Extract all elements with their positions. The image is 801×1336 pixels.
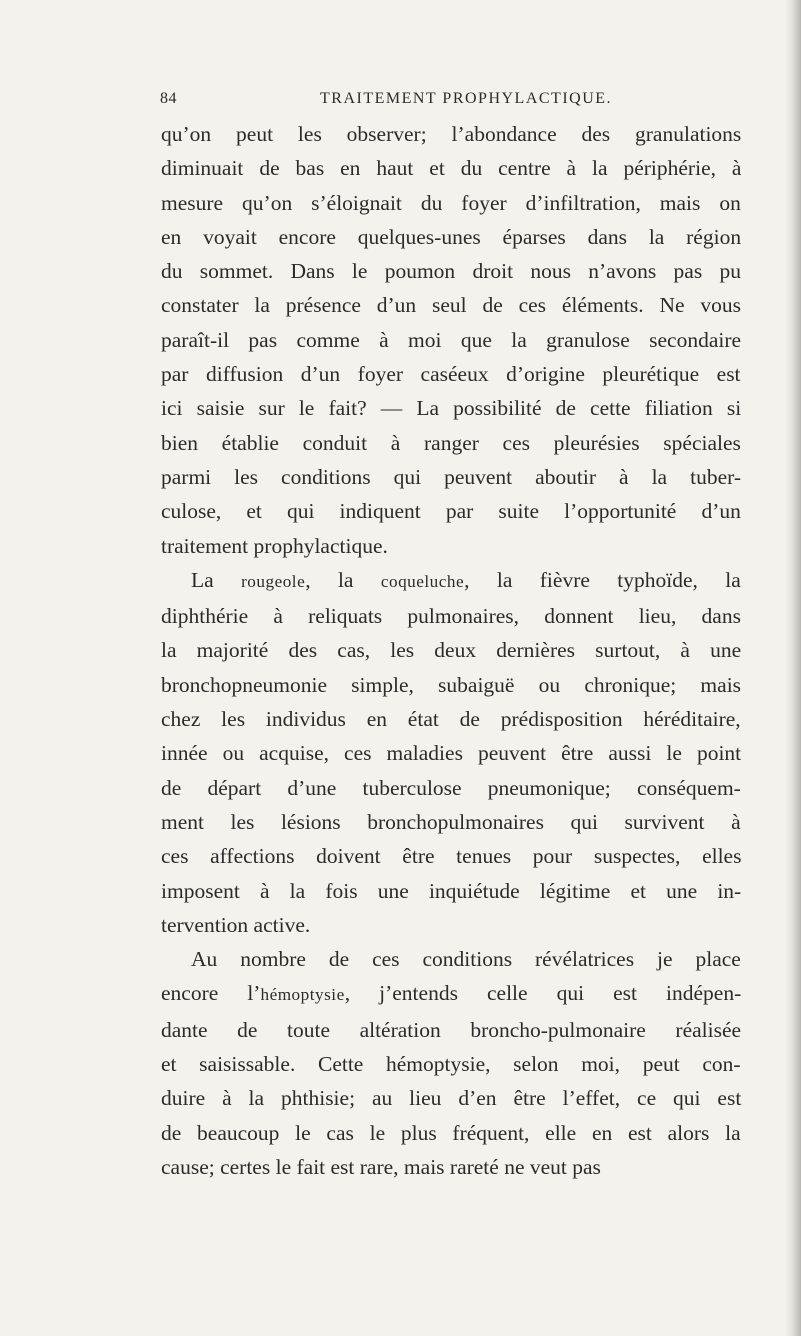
text-line: du sommet. Dans le poumon droit nous n’avons pas pu xyxy=(161,259,741,284)
body-text xyxy=(161,117,741,1184)
text-line: parmi les conditions qui peuvent aboutir à la tuber- xyxy=(161,464,742,489)
text-line: et saisissable. Cette hémoptysie, selon moi, peut con- xyxy=(161,1052,741,1077)
text-segment: , la xyxy=(305,567,381,592)
text-line: en voyait encore quelques-unes éparses dans la région xyxy=(161,224,742,249)
text-line: diphthérie à reliquats pulmonaires, donnent lieu, dans xyxy=(161,604,741,629)
text-segment: , la fièvre typhoïde, la xyxy=(464,567,741,592)
text-line: la majorité des cas, les deux dernières surtout, à une xyxy=(161,638,742,663)
text-line: cause; certes le fait est rare, mais rareté ne veut pas xyxy=(161,1154,601,1179)
text-line: innée ou acquise, ces maladies peuvent être aussi le point xyxy=(161,741,742,766)
page-number: 84 xyxy=(160,90,177,107)
text-line: ment les lésions bronchopulmonaires qui survivent à xyxy=(161,809,741,834)
text-line: qu’on peut les observer; l’abondance des granulations xyxy=(161,122,742,146)
text-line: mesure qu’on s’éloignait du foyer d’infiltration, mais on xyxy=(161,190,741,215)
text-line: imposent à la fois une inquiétude légitime et une in- xyxy=(161,878,742,903)
text-segment: , j’entends celle qui est indépen- xyxy=(344,981,742,1006)
text-line: traitement prophylactique. xyxy=(161,533,388,558)
text-line: ces affections doivent être tenues pour suspectes, elles xyxy=(161,844,742,869)
text-line: ici saisie sur le fait? — La possibilité de cette filiation si xyxy=(161,396,742,421)
paragraph-start-line: Au nombre de ces conditions révélatrices je place xyxy=(191,947,741,972)
text-line: tervention active. xyxy=(161,912,311,937)
text-line: bronchopneumonie simple, subaiguë ou chronique; mais xyxy=(161,672,742,697)
text-line: de départ d’une tuberculose pneumonique; conséquem- xyxy=(161,775,741,800)
text-line: chez les individus en état de prédisposition héréditaire, xyxy=(161,707,741,732)
text-line: bien établie conduit à ranger ces pleurésies spéciales xyxy=(161,430,741,455)
small-caps-term-rougeole: rougeole xyxy=(241,571,306,591)
text-line: par diffusion d’un foyer caséeux d’origine pleurétique est xyxy=(161,362,741,387)
running-header xyxy=(160,90,760,112)
small-caps-term-hemoptysie: hémoptysie xyxy=(260,985,345,1005)
text-line: duire à la phthisie; au lieu d’en être l’effet, ce qui est xyxy=(161,1086,742,1111)
text-line xyxy=(161,976,741,1012)
text-segment: La xyxy=(191,567,242,592)
text-line: de beaucoup le cas le plus fréquent, elle en est alors la xyxy=(161,1120,741,1145)
small-caps-term-coqueluche: coqueluche xyxy=(380,571,465,591)
running-title: TRAITEMENT PROPHYLACTIQUE. xyxy=(320,90,613,107)
text-segment: encore l’ xyxy=(161,981,261,1006)
text-line: dante de toute altération broncho-pulmonaire réalisée xyxy=(161,1017,742,1042)
text-line: paraît-il pas comme à moi que la granulose secondaire xyxy=(161,327,742,352)
text-line: diminuait de bas en haut et du centre à la périphérie, à xyxy=(161,156,742,181)
text-line: constater la présence d’un seul de ces éléments. Ne vous xyxy=(161,293,741,318)
page-edge-shadow xyxy=(785,0,801,1336)
text-line: culose, et qui indiquent par suite l’opportunité d’un xyxy=(161,499,741,524)
paragraph-start-line xyxy=(161,563,741,599)
